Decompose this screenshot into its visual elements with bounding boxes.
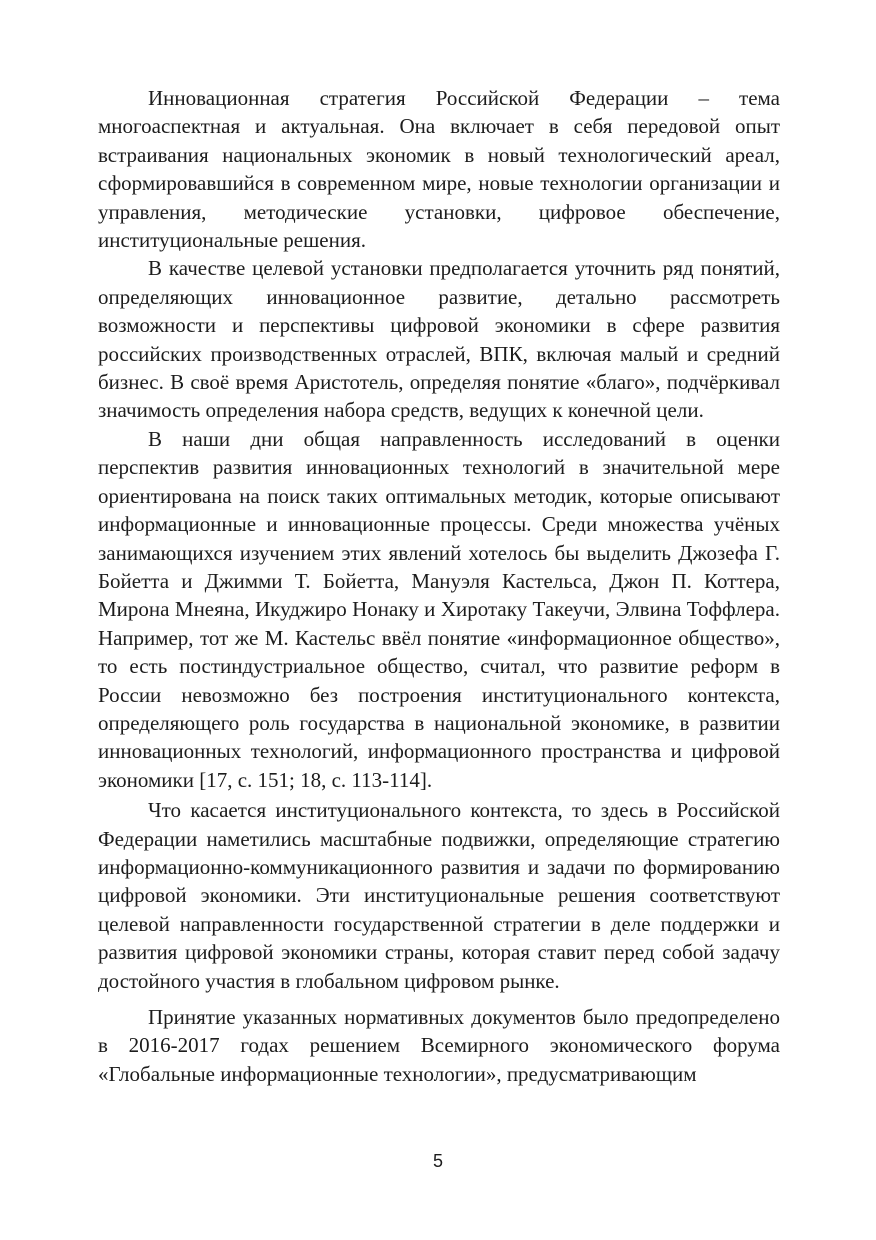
paragraph-regulatory-documents: Принятие указанных нормативных документов было предопределено в 2016-2017 годах решением Всемирного экономического форума «Глобальные информационные технологии», предусматривающим — [98, 1005, 780, 1086]
paragraph-institutional-context: Что касается институционального контекста, то здесь в Российской Федерации наметились масштабные подвижки, определяющие стратегию информационно-коммуникационного развития и задачи по формированию цифровой экономики. Эти институциональные решения соответствуют целевой направленности государственной стратегии в деле поддержки и развития цифровой экономики страны, которая ставит перед собой задачу достойного участия в глобальном цифровом рынке. — [98, 798, 780, 993]
page-body — [98, 84, 780, 1088]
paragraph-research-direction: В наши дни общая направленность исследований в оценки перспектив развития инновационных технологий в значительной мере ориентирована на поиск таких оптимальных методик, которые описывают информационные и инновационные процессы. Среди множества учёных занимающихся изучением этих явлений хотелось бы выделить Джозефа Г. Бойетта и Джимми Т. Бойетта, Мануэля Кастельса, Джон П. Коттера, Мирона Мнеяна, Икуджиро Нонаку и Хиротаку Такеучи, Элвина Тоффлера. Например, тот же М. Кастельс ввёл понятие «информационное общество», то есть постиндустриальное общество, считал, что развитие реформ в России невозможно без построения институционального контекста, определяющего роль государства в национальной экономике, в развитии инновационных технологий, информационного пространства и цифровой экономики [17, с. 151; 18, с. 113-114]. — [98, 426, 780, 792]
page-number: 5 — [432, 1151, 443, 1171]
paragraph-target-setting: В качестве целевой установки предполагается уточнить ряд понятий, определяющих инновационное развитие, детально рассмотреть возможности и перспективы цифровой экономики в сфере развития российских производственных отраслей, ВПК, включая малый и средний бизнес. В своё время Аристотель, определяя понятие «благо», подчёркивал значимость определения набора средств, ведущих к конечной цели. — [98, 256, 780, 423]
paragraph-innovation-strategy: Инновационная стратегия Российской Федерации – тема многоаспектная и актуальная. Она включает в себя передовой опыт встраивания национальных экономик в новый технологический ареал, сформировавшийся в современном мире, новые технологии организации и управления, методические установки, цифровое обеспечение, институциональные решения. — [98, 86, 780, 253]
